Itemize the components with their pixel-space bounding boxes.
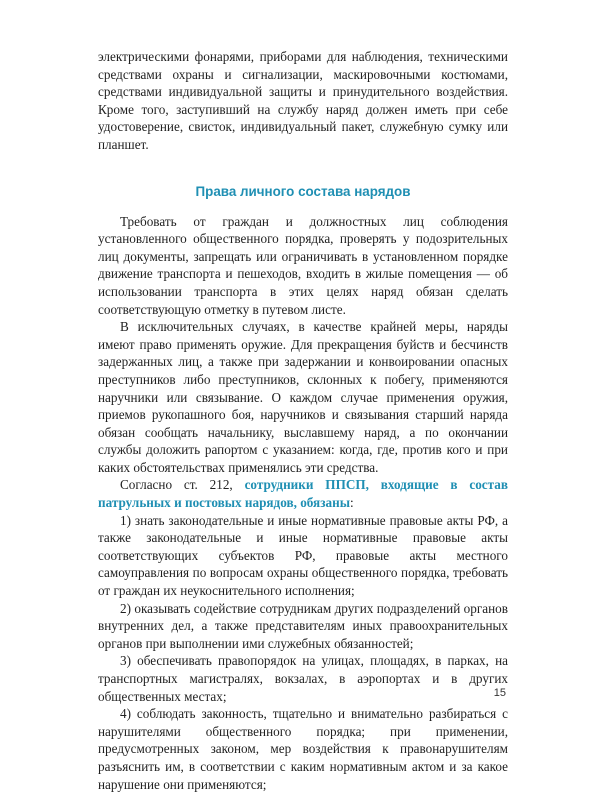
article-lead-highlight: сотрудники ППСП, входящие в состав патрульных и постовых нарядов, обязаны bbox=[98, 477, 508, 511]
intro-paragraph: электрическими фонарями, приборами для наблюдения, техническими средствами охраны и сигнализации, маскировочными костюмами, средствами индивидуальной защиты и принудительного воздействия. Кроме того, заступивший на службу наряд должен иметь при себе удостоверение, свисток, индивидуальный пакет, служебную сумку или планшет. bbox=[98, 49, 508, 152]
article-lead bbox=[98, 476, 508, 511]
duty-item-4: 4) соблюдать законность, тщательно и внимательно разбираться с нарушителями общественного порядка; при применении, предусмотренных законом, мер воздействия к правонарушителям разъяснить им, в соответствии с каким нормативным актом и за какое нарушение они применяются; bbox=[98, 706, 508, 792]
paragraph-rights: Требовать от граждан и должностных лиц соблюдения установленного общественного порядка, проверять у подозрительных лиц документы, запрещать или ограничивать в установленном порядке движение транспорта и пешеходов, входить в жилые помещения — об использовании транспорта в этих целях наряд обязан сделать соответствующую отметку в путевом листе. bbox=[98, 213, 508, 317]
paragraph-weapons: В исключительных случаях, в качестве крайней меры, наряды имеют право применять оружие. Для прекращения буйств и бесчинств задержанных лиц, а также при задержании и конвоировании опасных преступников либо преступников, склонных к побегу, применяются наручники или связывание. О каждом случае применения оружия, приемов рукопашного боя, наручников и связывания старший наряда обязан сообщать начальнику, выславшему наряд, а по окончании службы доложить рапортом с указанием: когда, где, против кого и при каких обстоятельствах применялись эти средства. bbox=[98, 319, 508, 475]
section-heading: Права личного состава нарядов bbox=[195, 183, 411, 199]
duty-item-3: 3) обеспечивать правопорядок на улицах, площадях, в парках, на транспортных магистралях, вокзалах, в аэропортах и в других общественных местах; bbox=[98, 653, 508, 704]
duty-item-2: 2) оказывать содействие сотрудникам других подразделений органов внутренних дел, а также представителям иных правоохранительных органов при выполнении ими служебных обязанностей; bbox=[98, 600, 508, 651]
duty-item-1: 1) знать законодательные и иные нормативные правовые акты РФ, а также законодательные и иные нормативные правовые акты соответствующих субъектов РФ, правовые акты местного самоуправления по вопросам охраны общественного порядка, требовать от граждан их неукоснительного исполнения; bbox=[98, 512, 508, 599]
article-lead-suffix: : bbox=[349, 495, 354, 511]
document-page bbox=[98, 48, 508, 793]
page-number: 15 bbox=[493, 687, 506, 699]
article-lead-prefix: Согласно ст. 212, bbox=[120, 477, 245, 493]
